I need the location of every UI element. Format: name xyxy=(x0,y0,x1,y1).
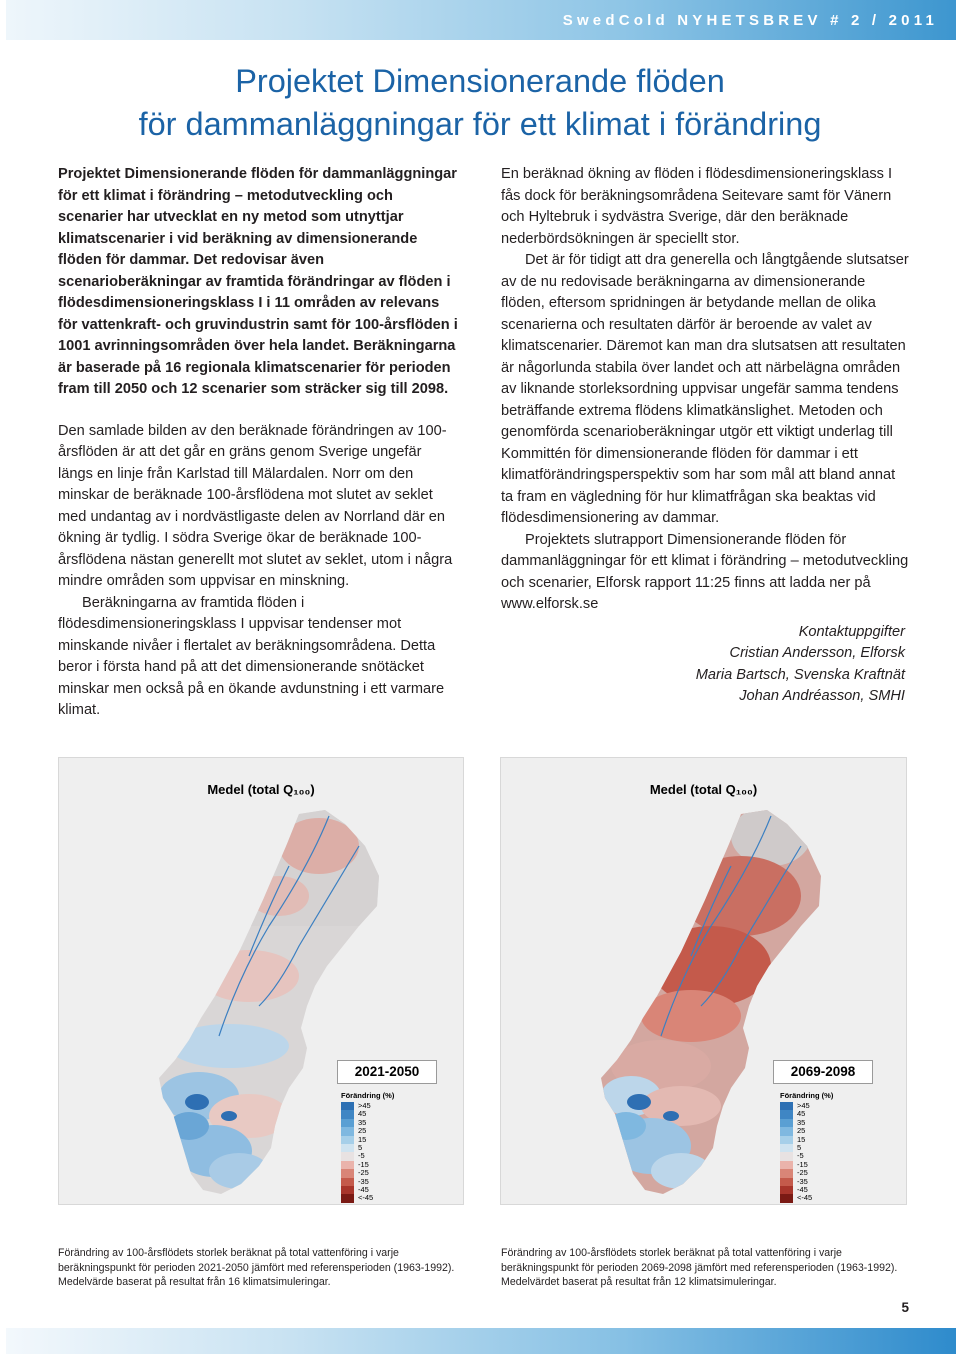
figure-caption: Förändring av 100-årsflödets storlek beräknat på total vattenföring i varje beräkningspunkt för perioden 2069-2098 jämfört med referensperioden (1963-1992). Medelvärdet baserat på resultat från 12 klimatsimuleringar. xyxy=(501,1247,898,1288)
color-legend xyxy=(341,1091,411,1203)
contact-block xyxy=(501,622,911,708)
legend-row xyxy=(780,1169,850,1177)
color-legend xyxy=(780,1091,850,1203)
header-band xyxy=(6,0,956,40)
right-column xyxy=(501,164,911,708)
legend-row xyxy=(341,1144,411,1152)
legend-label: 45 xyxy=(358,1109,367,1119)
page-title xyxy=(0,60,960,146)
legend-title: Förändring (%) xyxy=(341,1091,395,1100)
legend-row xyxy=(780,1178,850,1186)
legend-swatch xyxy=(341,1102,354,1110)
legend-swatch xyxy=(780,1152,793,1160)
legend-row xyxy=(780,1144,850,1152)
newsletter-header: SwedCold NYHETSBREV # 2 / 2011 xyxy=(562,12,938,29)
legend-swatch xyxy=(780,1119,793,1127)
legend-row xyxy=(341,1194,411,1202)
legend-row xyxy=(780,1110,850,1118)
legend-swatch xyxy=(341,1178,354,1186)
legend-row xyxy=(780,1102,850,1110)
contact-name: Johan Andréasson, SMHI xyxy=(739,688,905,704)
legend-label: -5 xyxy=(358,1151,365,1161)
legend-swatch xyxy=(341,1169,354,1177)
legend-label: -5 xyxy=(797,1151,804,1161)
legend-swatch xyxy=(341,1186,354,1194)
legend-label: 25 xyxy=(797,1126,806,1136)
legend-swatch xyxy=(780,1186,793,1194)
legend-label: 45 xyxy=(797,1109,806,1119)
legend-label: >45 xyxy=(797,1101,810,1110)
legend-label: -15 xyxy=(358,1159,369,1169)
legend-label: -15 xyxy=(797,1159,808,1169)
figure-caption: Förändring av 100-årsflödets storlek beräknat på total vattenföring i varje beräkningspunkt för perioden 2021-2050 jämfört med referensperioden (1963-1992). Medelvärde baserat på resultat från 16 klimatsimuleringar. xyxy=(58,1247,455,1288)
legend-row xyxy=(780,1161,850,1169)
legend-swatch xyxy=(341,1127,354,1135)
page-number: 5 xyxy=(901,1300,909,1315)
legend-row xyxy=(341,1119,411,1127)
legend-label: 15 xyxy=(797,1134,806,1144)
footer-band xyxy=(6,1328,956,1354)
legend-row xyxy=(780,1136,850,1144)
legend-row xyxy=(780,1119,850,1127)
legend-swatch xyxy=(341,1161,354,1169)
period-label: 2069-2098 xyxy=(773,1060,873,1084)
legend-row xyxy=(780,1194,850,1202)
title-line-1: Projektet Dimensionerande flöden xyxy=(235,63,725,99)
legend-label: -35 xyxy=(797,1176,808,1186)
legend-title: Förändring (%) xyxy=(780,1091,834,1100)
map-figure-2021-2050 xyxy=(58,757,464,1205)
legend-label: 35 xyxy=(797,1117,806,1127)
legend-swatch xyxy=(341,1136,354,1144)
map-figure-2069-2098 xyxy=(500,757,907,1205)
legend-label: -45 xyxy=(797,1184,808,1194)
legend-row xyxy=(780,1152,850,1160)
legend-label: -45 xyxy=(358,1184,369,1194)
lead-paragraph: Projektet Dimensionerande flöden för dammanläggningar för ett klimat i förändring – metodutveckling och scenarier har utvecklat en ny metod som utnyttjar klimatscenarier i vid beräkning av dimensionerande flöden för dammar. Det redovisar även scenarioberäkningar av framtida förändringar av flöden i flödesdimensioneringsklass I i 11 områden av relevans för vattenkraft- och gruvindustrin samt för 100-årsflöden i 1001 avrinningsområden över hela landet. Beräkningarna är baserade på 16 regionala klimatscenarier för perioden fram till 2050 och 12 scenarier som sträcker sig till 2098. xyxy=(58,166,458,397)
body-paragraph: Det är för tidigt att dra generella och långtgående slutsatser av de nu redovisade beräkningarna av dimensionerande flöden, eftersom spridningen är betydande mellan de olika scenarierna och resultaten därför är beroende av valet av klimatscenarier. Däremot kan man dra slutsatsen att resultaten är någorlunda stabila över landet och att närbelägna områden av liknande storleksordning uppvisar ungefär samma tendens beträffande extrema flödens klimatkänslighet. Metoden och genomförda scenarioberäkningar utgör ett viktigt underlag till Kommittén för dimensionerande flöden för dammar i ett klimatförändringsperspektiv som har som mål att bland annat ta fram en vägledning för hur klimatfrågan ska beaktas vid flödesdimensionering av dammar. xyxy=(501,252,909,526)
legend-swatch xyxy=(780,1110,793,1118)
legend-label: -25 xyxy=(358,1168,369,1178)
period-label: 2021-2050 xyxy=(337,1060,437,1084)
left-column xyxy=(58,164,458,722)
legend-label: 25 xyxy=(358,1126,367,1136)
legend-row xyxy=(341,1127,411,1135)
body-paragraph: Den samlade bilden av den beräknade förändringen av 100-årsflöden är att det går en gräns genom Sverige ungefär längs en linje från Karlstad till Mälardalen. Norr om den minskar de beräknade 100-årsflödena mot slutet av seklet med undantag av i nordvästligaste delen av Norrland där en ökning är tydlig. I södra Sverige ökar de beräknade 100-årsflödena nästan generellt mot slutet av seklet, utom i några mindre områden som uppvisar en minskning. xyxy=(58,422,453,589)
body-paragraph: Beräkningarna av framtida flöden i flödesdimensioneringsklass I uppvisar tendenser mot minskande nivåer i flertalet av beräkningsområdena. Detta beror i första hand på att det dimensionerande snötäcket minskar men också på en ökande avdunstning i ett varmare klimat. xyxy=(58,594,445,718)
map-title: Medel (total Q₁₀₀) xyxy=(649,782,758,797)
legend-swatch xyxy=(341,1152,354,1160)
legend-label: 35 xyxy=(358,1117,367,1127)
legend-swatch xyxy=(780,1161,793,1169)
legend-swatch xyxy=(780,1194,793,1202)
legend-swatch xyxy=(341,1119,354,1127)
legend-row xyxy=(341,1186,411,1194)
legend-row xyxy=(780,1186,850,1194)
legend-swatch xyxy=(780,1169,793,1177)
legend-row xyxy=(341,1178,411,1186)
legend-swatch xyxy=(341,1194,354,1202)
contact-title: Kontaktuppgifter xyxy=(798,623,905,640)
legend-swatch xyxy=(341,1144,354,1152)
legend-label: 15 xyxy=(358,1134,367,1144)
legend-row xyxy=(780,1127,850,1135)
contact-name: Cristian Andersson, Elforsk xyxy=(729,645,905,661)
body-paragraph: En beräknad ökning av flöden i flödesdimensioneringsklass I fås dock för beräkningsområdena Seitevare samt för Vänern och Hyltebruk i sydvästra Sverige, där den beräknade nederbördsökningen är speciellt stor. xyxy=(501,166,893,247)
legend-row xyxy=(341,1152,411,1160)
legend-label: 5 xyxy=(358,1142,363,1152)
legend-swatch xyxy=(780,1127,793,1135)
legend-label: -25 xyxy=(797,1168,808,1178)
legend-row xyxy=(341,1102,411,1110)
legend-label: -35 xyxy=(358,1176,369,1186)
legend-label: <-45 xyxy=(358,1193,374,1203)
legend-label: >45 xyxy=(358,1101,371,1110)
legend-label: <-45 xyxy=(797,1193,813,1203)
title-line-2: för dammanläggningar för ett klimat i förändring xyxy=(138,106,822,142)
legend-row xyxy=(341,1110,411,1118)
legend-label: 5 xyxy=(797,1142,802,1152)
legend-swatch xyxy=(780,1144,793,1152)
map-title: Medel (total Q₁₀₀) xyxy=(207,782,315,797)
legend-swatch xyxy=(341,1110,354,1118)
legend-row xyxy=(341,1161,411,1169)
contact-name: Maria Bartsch, Svenska Kraftnät xyxy=(695,666,905,683)
legend-row xyxy=(341,1136,411,1144)
legend-swatch xyxy=(780,1178,793,1186)
legend-swatch xyxy=(780,1136,793,1144)
legend-swatch xyxy=(780,1102,793,1110)
body-paragraph: Projektets slutrapport Dimensionerande flöden för dammanläggningar för ett klimat i förändring – metodutveckling och scenarier, Elforsk rapport 11:25 finns att ladda ner på www.elforsk.se xyxy=(501,531,909,612)
legend-row xyxy=(341,1169,411,1177)
